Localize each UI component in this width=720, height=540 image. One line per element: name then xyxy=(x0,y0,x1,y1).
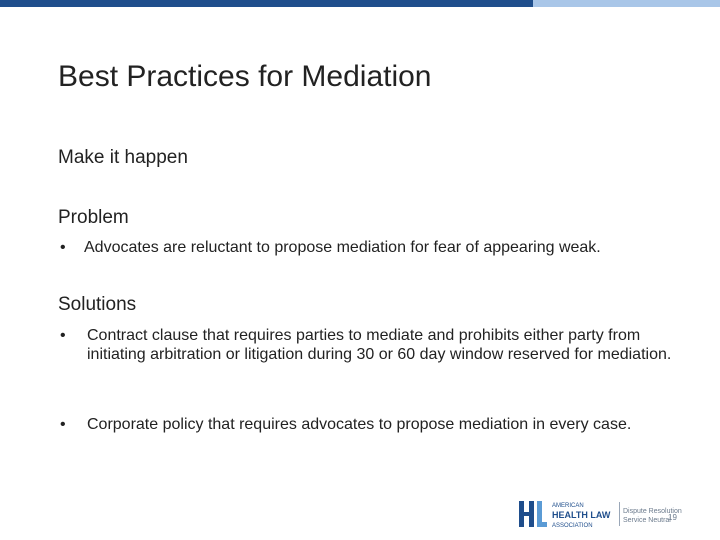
logo-tag1: Dispute Resolution xyxy=(623,508,682,515)
problem-bullet-text: Advocates are reluctant to propose mediation for fear of appearing weak. xyxy=(84,239,601,256)
header-bar-dark xyxy=(0,0,533,7)
ahla-hl-logo-icon xyxy=(519,501,547,527)
ahla-logo xyxy=(518,498,693,532)
logo-line2: HEALTH LAW xyxy=(552,510,611,520)
problem-heading: Problem xyxy=(58,207,129,228)
header-bar-light xyxy=(533,0,720,7)
solution-bullet-item xyxy=(58,415,678,434)
logo-divider xyxy=(619,502,620,526)
bullet-icon: • xyxy=(60,327,66,344)
logo-tag2: Service Neutral xyxy=(623,517,671,524)
bullet-icon: • xyxy=(60,416,66,433)
solution-bullet-text: Corporate policy that requires advocates to propose mediation in every case. xyxy=(87,416,632,433)
slide-title: Best Practices for Mediation xyxy=(58,60,432,93)
problem-bullet-item xyxy=(58,238,698,257)
page-number: 19 xyxy=(668,513,677,522)
solution-bullet-text: Contract clause that requires parties to mediate and prohibits either party from initiating arbitration or litigation during 30 or 60 day window reserved for mediation. xyxy=(87,327,672,363)
logo-line3: ASSOCIATION xyxy=(552,523,593,529)
solutions-heading: Solutions xyxy=(58,294,137,315)
logo-line1: AMERICAN xyxy=(552,503,584,509)
slide-subtitle: Make it happen xyxy=(58,147,188,168)
solution-bullet-item xyxy=(58,326,678,364)
bullet-icon: • xyxy=(60,239,66,256)
